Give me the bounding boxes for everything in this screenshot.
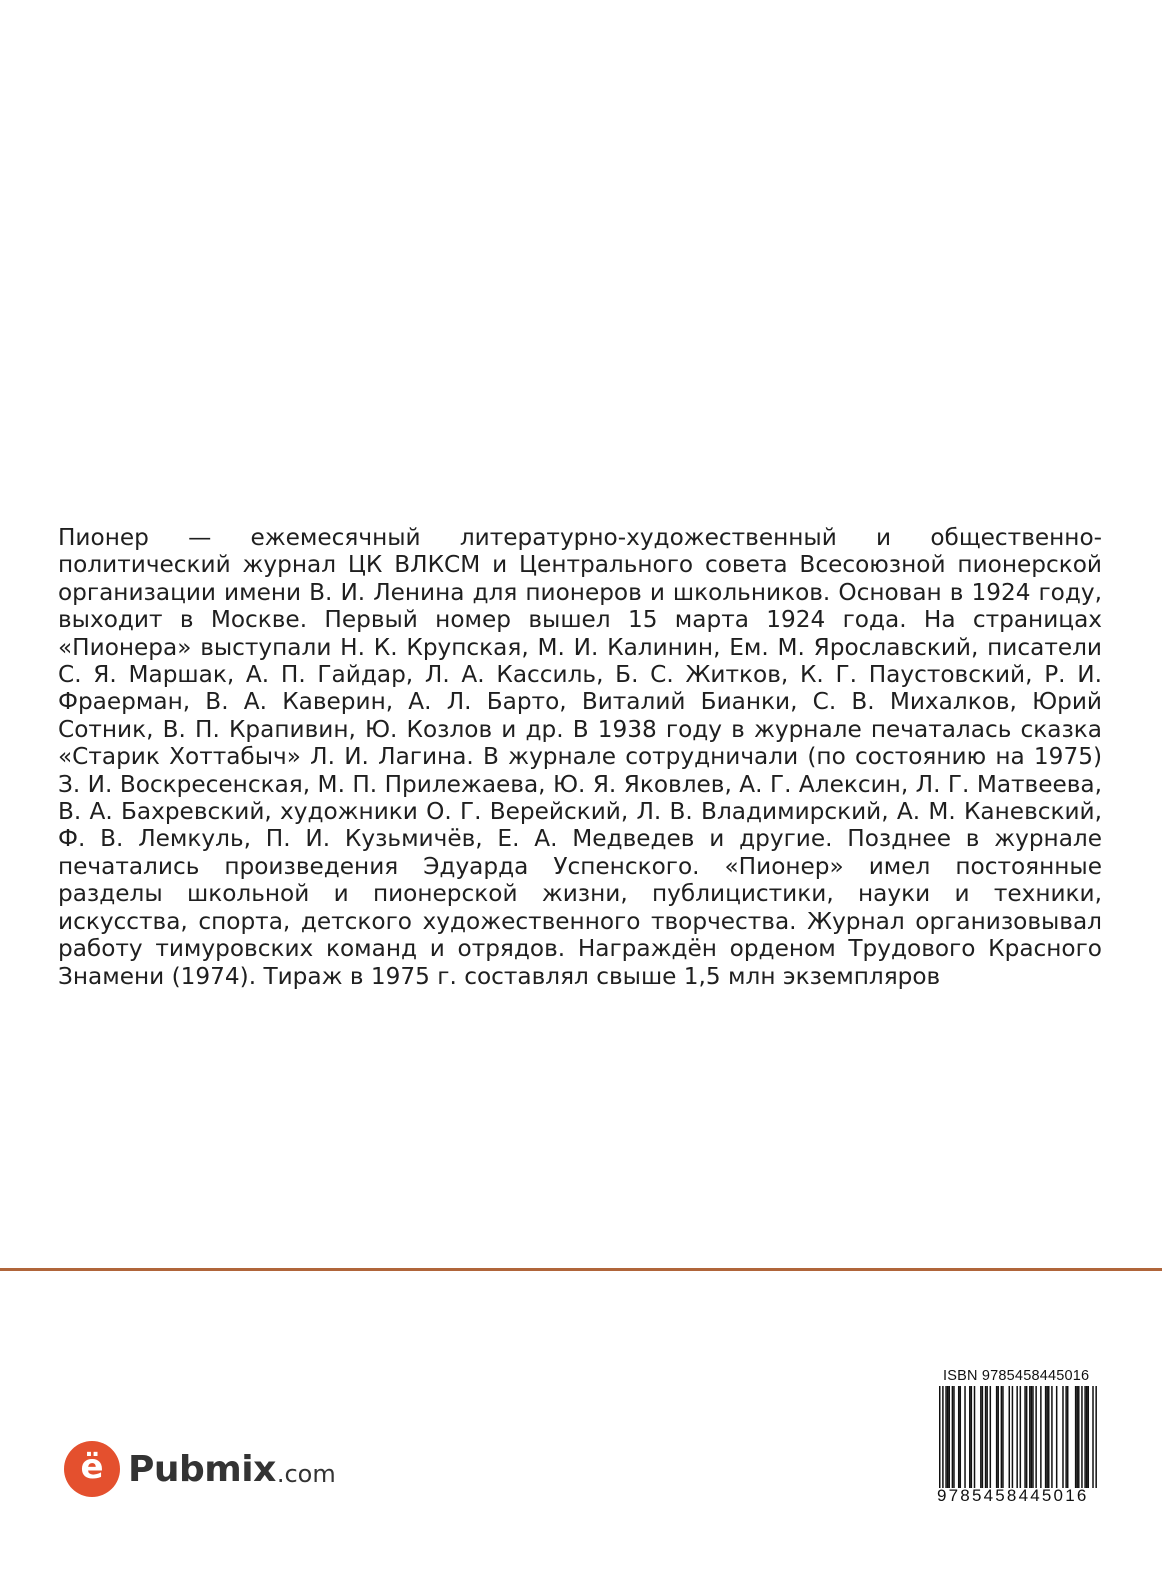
barcode-bar xyxy=(948,1386,950,1488)
publisher-domain: .com xyxy=(276,1460,336,1488)
publisher-logo-icon: ё xyxy=(64,1441,120,1497)
barcode-bar xyxy=(1086,1386,1088,1488)
barcode-bar xyxy=(1051,1386,1053,1488)
barcode-bar xyxy=(1075,1386,1077,1488)
barcode xyxy=(939,1386,1097,1488)
barcode-bar xyxy=(1078,1386,1080,1488)
barcode-bar xyxy=(1031,1386,1033,1488)
barcode-bar xyxy=(939,1386,941,1488)
barcode-bar xyxy=(1056,1386,1058,1488)
barcode-bar xyxy=(1001,1386,1003,1488)
barcode-bar xyxy=(1065,1386,1067,1488)
barcode-bar xyxy=(1024,1386,1026,1488)
barcode-bar xyxy=(974,1386,976,1488)
barcode-bar xyxy=(1046,1386,1048,1488)
barcode-bar xyxy=(942,1386,944,1488)
barcode-bar xyxy=(1020,1386,1022,1488)
barcode-bar xyxy=(1048,1386,1050,1488)
isbn-label: ISBN 9785458445016 xyxy=(943,1368,1090,1384)
barcode-bar xyxy=(964,1386,966,1488)
barcode-bar xyxy=(1026,1386,1028,1488)
barcode-bar xyxy=(996,1386,998,1488)
barcode-bar xyxy=(982,1386,984,1488)
barcode-bar xyxy=(980,1386,982,1488)
barcode-bar xyxy=(1032,1386,1034,1488)
barcode-digits: 9785458445016 xyxy=(937,1486,1089,1505)
barcode-bar xyxy=(969,1386,971,1488)
barcode-bar xyxy=(1035,1386,1037,1488)
barcode-bar xyxy=(952,1386,954,1488)
barcode-bar xyxy=(971,1386,973,1488)
barcode-bar xyxy=(1002,1386,1004,1488)
barcode-bar xyxy=(1016,1386,1018,1488)
barcode-bar xyxy=(990,1386,992,1488)
divider-line xyxy=(0,1268,1162,1271)
barcode-bar xyxy=(1062,1386,1064,1488)
barcode-bar xyxy=(1076,1386,1078,1488)
barcode-bar xyxy=(960,1386,962,1488)
publisher-logo xyxy=(64,1441,336,1497)
barcode-bar xyxy=(945,1386,947,1488)
barcode-bar xyxy=(986,1386,988,1488)
book-description: Пионер — ежемесячный литературно-художественный и общественно-политический журнал ЦК ВЛКСМ и Центрального совета Всесоюзной пионерской организации имени В. И. Ленина для пионеров и школьников. Основан в 1924 году, выходит в Москве. Первый номер вышел 15 марта 1924 года. На страницах «Пионера» выступали Н. К. Крупская, М. И. Калинин, Ем. М. Ярославский, писатели С. Я. Маршак, А. П. Гайдар, Л. А. Кассиль, Б. С. Житков, К. Г. Паустовский, Р. И. Фраерман, В. А. Каверин, А. Л. Барто, Виталий Бианки, С. В. Михалков, Юрий Сотник, В. П. Крапивин, Ю. Козлов и др. В 1938 году в журнале печаталась сказка «Старик Хоттабыч» Л. И. Лагина. В журнале сотрудничали (по состоянию на 1975) З. И. Воскресенская, М. П. Прилежаева, Ю. Я. Яковлев, А. Г. Алексин, Л. Г. Матвеева, В. А. Бахревский, художники О. Г. Верейский, Л. В. Владимирский, А. М. Каневский, Ф. В. Лемкуль, П. И. Кузьмичёв, Е. А. Медведев и другие. Позднее в журнале печатались произведения Эдуарда Успенского. «Пионер» имел постоянные разделы школьной и пионерской жизни, публицистики, науки и техники, искусства, спорта, детского художественного творчества. Журнал организовывал работу тимуровских команд и отрядов. Награждён орденом Трудового Красного Знамени (1974). Тираж в 1975 г. составлял свыше 1,5 млн экземпляров xyxy=(58,524,1102,990)
barcode-bar xyxy=(985,1386,987,1488)
barcode-bar xyxy=(1095,1386,1097,1488)
barcode-bar xyxy=(1088,1386,1090,1488)
barcode-bar xyxy=(1084,1386,1086,1488)
barcode-bar xyxy=(1092,1386,1094,1488)
publisher-name: Pubmix xyxy=(128,1448,276,1490)
barcode-bar xyxy=(1045,1386,1047,1488)
barcode-bar xyxy=(1067,1386,1069,1488)
barcode-bar xyxy=(1012,1386,1014,1488)
barcode-bar xyxy=(997,1386,999,1488)
barcode-bar xyxy=(953,1386,955,1488)
barcode-bar xyxy=(1029,1386,1031,1488)
barcode-bar xyxy=(947,1386,949,1488)
barcode-bar xyxy=(1009,1386,1011,1488)
barcode-bar xyxy=(1040,1386,1042,1488)
barcode-bar xyxy=(958,1386,960,1488)
barcode-bar xyxy=(1081,1386,1083,1488)
